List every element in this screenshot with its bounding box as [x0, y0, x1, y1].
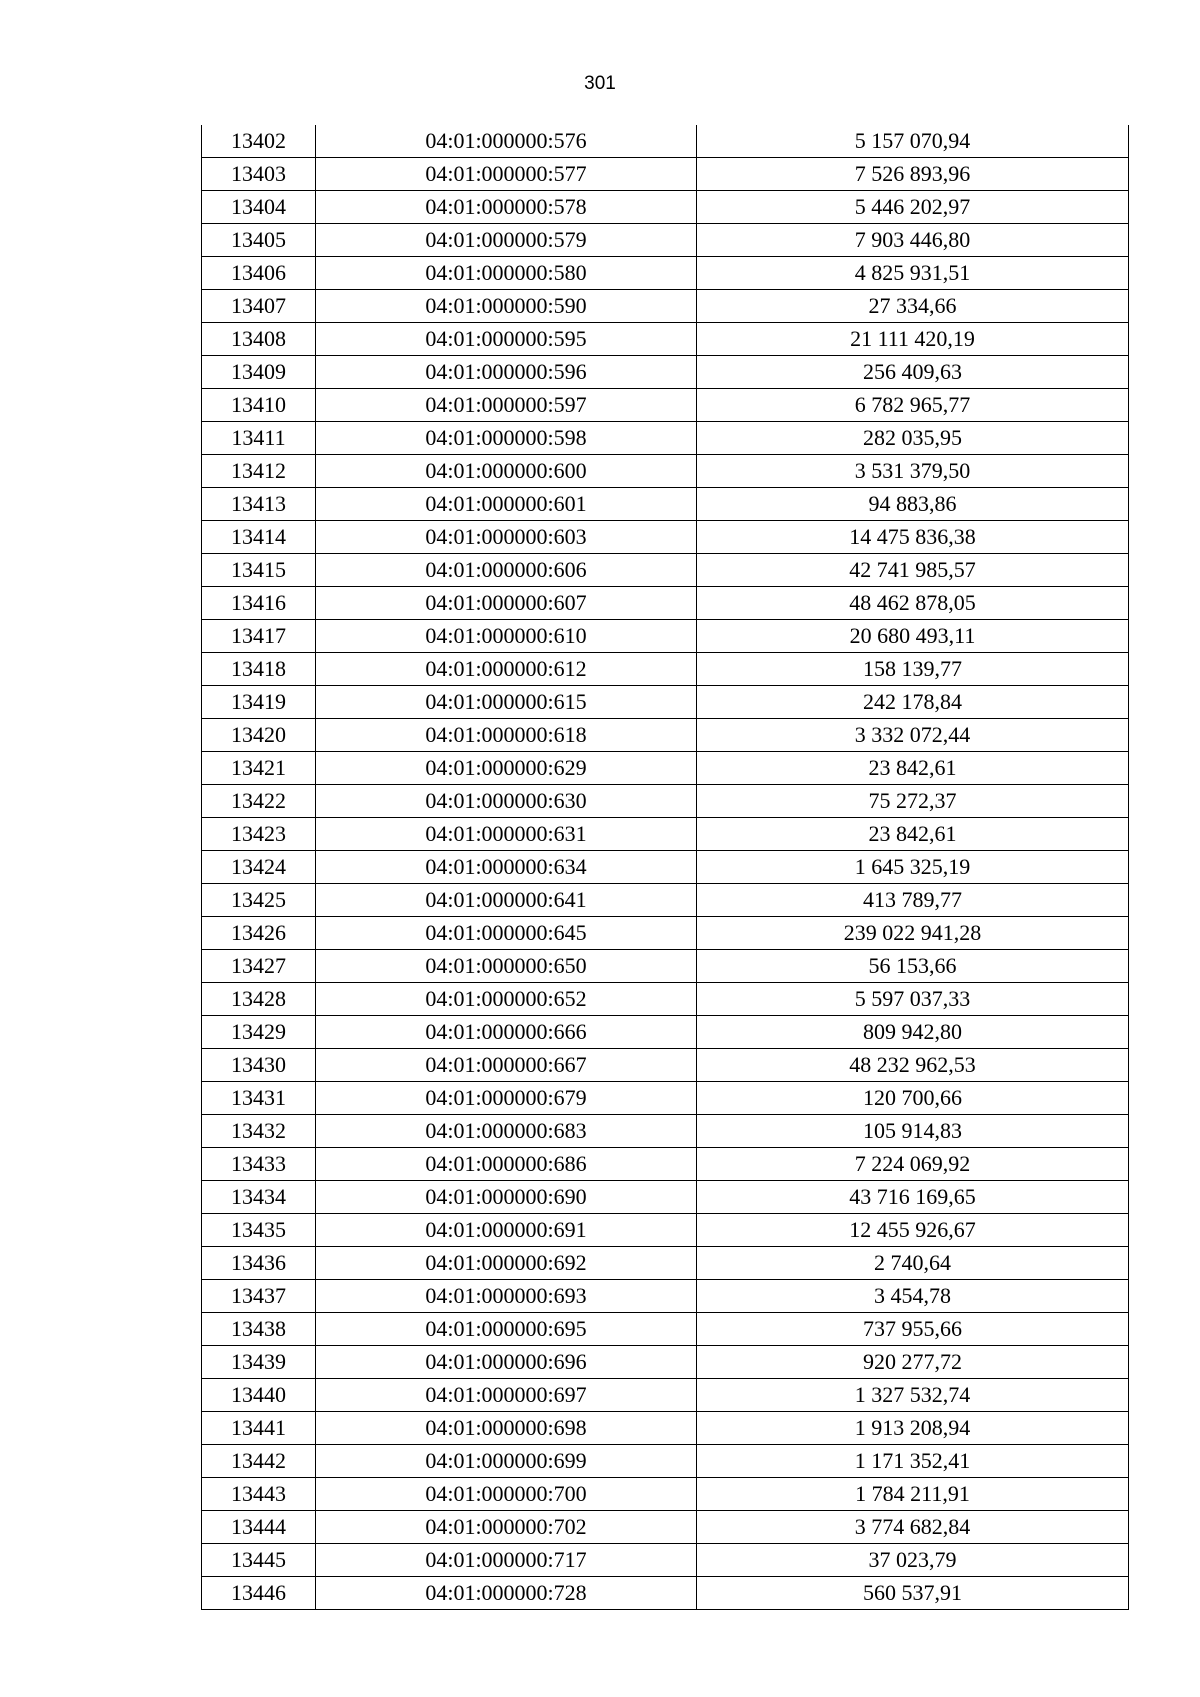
cadastral-number-cell: 04:01:000000:702 — [316, 1511, 697, 1544]
cadastral-value-cell: 48 232 962,53 — [697, 1049, 1129, 1082]
row-number-cell: 13435 — [202, 1214, 316, 1247]
cadastral-number-cell: 04:01:000000:690 — [316, 1181, 697, 1214]
page-number: 301 — [584, 73, 616, 94]
row-number-cell: 13438 — [202, 1313, 316, 1346]
table-row — [202, 290, 1129, 323]
cadastral-number-cell: 04:01:000000:579 — [316, 224, 697, 257]
cadastral-value-cell: 920 277,72 — [697, 1346, 1129, 1379]
row-number-cell: 13446 — [202, 1577, 316, 1610]
cadastral-number-cell: 04:01:000000:696 — [316, 1346, 697, 1379]
row-number-cell: 13431 — [202, 1082, 316, 1115]
cadastral-value-cell: 5 446 202,97 — [697, 191, 1129, 224]
row-number-cell: 13428 — [202, 983, 316, 1016]
cadastral-value-cell: 5 157 070,94 — [697, 125, 1129, 158]
cadastral-value-cell: 158 139,77 — [697, 653, 1129, 686]
cadastral-number-cell: 04:01:000000:590 — [316, 290, 697, 323]
cadastral-number-cell: 04:01:000000:618 — [316, 719, 697, 752]
table-row — [202, 1379, 1129, 1412]
table-row — [202, 1478, 1129, 1511]
table-row — [202, 1082, 1129, 1115]
cadastral-number-cell: 04:01:000000:610 — [316, 620, 697, 653]
table-row — [202, 191, 1129, 224]
table-body — [202, 125, 1129, 1610]
cadastral-value-cell: 7 903 446,80 — [697, 224, 1129, 257]
table-row — [202, 587, 1129, 620]
cadastral-value-cell: 3 774 682,84 — [697, 1511, 1129, 1544]
cadastral-value-cell: 7 224 069,92 — [697, 1148, 1129, 1181]
row-number-cell: 13402 — [202, 125, 316, 158]
cadastral-value-cell: 7 526 893,96 — [697, 158, 1129, 191]
row-number-cell: 13409 — [202, 356, 316, 389]
cadastral-number-cell: 04:01:000000:717 — [316, 1544, 697, 1577]
row-number-cell: 13425 — [202, 884, 316, 917]
cadastral-value-cell: 737 955,66 — [697, 1313, 1129, 1346]
cadastral-number-cell: 04:01:000000:700 — [316, 1478, 697, 1511]
table-row — [202, 158, 1129, 191]
cadastral-value-cell: 242 178,84 — [697, 686, 1129, 719]
table-row — [202, 1148, 1129, 1181]
table-row — [202, 1511, 1129, 1544]
row-number-cell: 13432 — [202, 1115, 316, 1148]
cadastral-number-cell: 04:01:000000:692 — [316, 1247, 697, 1280]
table-row — [202, 1313, 1129, 1346]
row-number-cell: 13436 — [202, 1247, 316, 1280]
table-row — [202, 950, 1129, 983]
cadastral-value-cell: 56 153,66 — [697, 950, 1129, 983]
cadastral-value-cell: 1 784 211,91 — [697, 1478, 1129, 1511]
row-number-cell: 13430 — [202, 1049, 316, 1082]
table-row — [202, 917, 1129, 950]
table-row — [202, 851, 1129, 884]
cadastral-number-cell: 04:01:000000:728 — [316, 1577, 697, 1610]
cadastral-value-cell: 20 680 493,11 — [697, 620, 1129, 653]
cadastral-value-cell: 3 531 379,50 — [697, 455, 1129, 488]
row-number-cell: 13422 — [202, 785, 316, 818]
cadastral-number-cell: 04:01:000000:695 — [316, 1313, 697, 1346]
row-number-cell: 13445 — [202, 1544, 316, 1577]
row-number-cell: 13419 — [202, 686, 316, 719]
cadastral-value-cell: 3 454,78 — [697, 1280, 1129, 1313]
cadastral-number-cell: 04:01:000000:666 — [316, 1016, 697, 1049]
cadastral-value-cell: 256 409,63 — [697, 356, 1129, 389]
cadastral-value-cell: 94 883,86 — [697, 488, 1129, 521]
cadastral-number-cell: 04:01:000000:603 — [316, 521, 697, 554]
row-number-cell: 13442 — [202, 1445, 316, 1478]
row-number-cell: 13413 — [202, 488, 316, 521]
cadastral-number-cell: 04:01:000000:652 — [316, 983, 697, 1016]
table-row — [202, 257, 1129, 290]
row-number-cell: 13441 — [202, 1412, 316, 1445]
row-number-cell: 13410 — [202, 389, 316, 422]
table-row — [202, 1115, 1129, 1148]
cadastral-number-cell: 04:01:000000:697 — [316, 1379, 697, 1412]
cadastral-number-cell: 04:01:000000:645 — [316, 917, 697, 950]
table-row — [202, 488, 1129, 521]
row-number-cell: 13404 — [202, 191, 316, 224]
cadastral-number-cell: 04:01:000000:699 — [316, 1445, 697, 1478]
cadastral-number-cell: 04:01:000000:596 — [316, 356, 697, 389]
cadastral-number-cell: 04:01:000000:634 — [316, 851, 697, 884]
row-number-cell: 13440 — [202, 1379, 316, 1412]
cadastral-value-cell: 27 334,66 — [697, 290, 1129, 323]
table-row — [202, 983, 1129, 1016]
row-number-cell: 13433 — [202, 1148, 316, 1181]
table-row — [202, 1214, 1129, 1247]
cadastral-number-cell: 04:01:000000:601 — [316, 488, 697, 521]
cadastral-number-cell: 04:01:000000:607 — [316, 587, 697, 620]
row-number-cell: 13414 — [202, 521, 316, 554]
table-row — [202, 1280, 1129, 1313]
row-number-cell: 13418 — [202, 653, 316, 686]
cadastral-value-cell: 12 455 926,67 — [697, 1214, 1129, 1247]
table-row — [202, 818, 1129, 851]
row-number-cell: 13417 — [202, 620, 316, 653]
cadastral-number-cell: 04:01:000000:630 — [316, 785, 697, 818]
table-row — [202, 125, 1129, 158]
cadastral-number-cell: 04:01:000000:600 — [316, 455, 697, 488]
row-number-cell: 13439 — [202, 1346, 316, 1379]
cadastral-value-cell: 105 914,83 — [697, 1115, 1129, 1148]
table-row — [202, 323, 1129, 356]
cadastral-number-cell: 04:01:000000:641 — [316, 884, 697, 917]
row-number-cell: 13403 — [202, 158, 316, 191]
table-row — [202, 521, 1129, 554]
cadastral-value-cell: 282 035,95 — [697, 422, 1129, 455]
table-row — [202, 1049, 1129, 1082]
cadastral-number-cell: 04:01:000000:577 — [316, 158, 697, 191]
cadastral-value-cell: 560 537,91 — [697, 1577, 1129, 1610]
table-row — [202, 455, 1129, 488]
cadastral-value-cell: 1 327 532,74 — [697, 1379, 1129, 1412]
row-number-cell: 13443 — [202, 1478, 316, 1511]
table-row — [202, 620, 1129, 653]
cadastral-number-cell: 04:01:000000:667 — [316, 1049, 697, 1082]
cadastral-value-cell: 1 913 208,94 — [697, 1412, 1129, 1445]
cadastral-number-cell: 04:01:000000:691 — [316, 1214, 697, 1247]
row-number-cell: 13421 — [202, 752, 316, 785]
table-row — [202, 719, 1129, 752]
table-row — [202, 686, 1129, 719]
table-row — [202, 752, 1129, 785]
cadastral-number-cell: 04:01:000000:679 — [316, 1082, 697, 1115]
row-number-cell: 13420 — [202, 719, 316, 752]
cadastral-value-cell: 2 740,64 — [697, 1247, 1129, 1280]
table-row — [202, 1577, 1129, 1610]
cadastral-value-cell: 14 475 836,38 — [697, 521, 1129, 554]
cadastral-value-cell: 239 022 941,28 — [697, 917, 1129, 950]
cadastral-number-cell: 04:01:000000:578 — [316, 191, 697, 224]
table-row — [202, 653, 1129, 686]
table-row — [202, 389, 1129, 422]
cadastral-value-cell: 21 111 420,19 — [697, 323, 1129, 356]
table-row — [202, 1412, 1129, 1445]
table-row — [202, 356, 1129, 389]
table-row — [202, 224, 1129, 257]
row-number-cell: 13412 — [202, 455, 316, 488]
cadastral-value-cell: 23 842,61 — [697, 752, 1129, 785]
cadastral-number-cell: 04:01:000000:693 — [316, 1280, 697, 1313]
row-number-cell: 13429 — [202, 1016, 316, 1049]
cadastral-value-cell: 42 741 985,57 — [697, 554, 1129, 587]
row-number-cell: 13444 — [202, 1511, 316, 1544]
cadastral-value-cell: 5 597 037,33 — [697, 983, 1129, 1016]
cadastral-value-cell: 4 825 931,51 — [697, 257, 1129, 290]
cadastral-number-cell: 04:01:000000:650 — [316, 950, 697, 983]
table-row — [202, 1445, 1129, 1478]
cadastral-number-cell: 04:01:000000:615 — [316, 686, 697, 719]
cadastral-value-cell: 23 842,61 — [697, 818, 1129, 851]
cadastral-value-cell: 6 782 965,77 — [697, 389, 1129, 422]
cadastral-number-cell: 04:01:000000:595 — [316, 323, 697, 356]
cadastral-value-cell: 1 645 325,19 — [697, 851, 1129, 884]
table-row — [202, 1016, 1129, 1049]
cadastral-number-cell: 04:01:000000:576 — [316, 125, 697, 158]
row-number-cell: 13405 — [202, 224, 316, 257]
cadastral-value-cell: 3 332 072,44 — [697, 719, 1129, 752]
row-number-cell: 13406 — [202, 257, 316, 290]
table-row — [202, 1247, 1129, 1280]
cadastral-value-cell: 413 789,77 — [697, 884, 1129, 917]
row-number-cell: 13437 — [202, 1280, 316, 1313]
cadastral-number-cell: 04:01:000000:606 — [316, 554, 697, 587]
row-number-cell: 13426 — [202, 917, 316, 950]
table-row — [202, 1181, 1129, 1214]
row-number-cell: 13411 — [202, 422, 316, 455]
cadastral-number-cell: 04:01:000000:631 — [316, 818, 697, 851]
cadastral-number-cell: 04:01:000000:686 — [316, 1148, 697, 1181]
row-number-cell: 13424 — [202, 851, 316, 884]
cadastral-number-cell: 04:01:000000:597 — [316, 389, 697, 422]
cadastral-value-cell: 75 272,37 — [697, 785, 1129, 818]
cadastral-value-cell: 43 716 169,65 — [697, 1181, 1129, 1214]
cadastral-value-cell: 809 942,80 — [697, 1016, 1129, 1049]
table-row — [202, 422, 1129, 455]
cadastral-number-cell: 04:01:000000:598 — [316, 422, 697, 455]
cadastral-value-cell: 1 171 352,41 — [697, 1445, 1129, 1478]
table-row — [202, 1544, 1129, 1577]
cadastral-number-cell: 04:01:000000:629 — [316, 752, 697, 785]
table-row — [202, 785, 1129, 818]
row-number-cell: 13415 — [202, 554, 316, 587]
cadastral-number-cell: 04:01:000000:683 — [316, 1115, 697, 1148]
table-row — [202, 1346, 1129, 1379]
cadastral-number-cell: 04:01:000000:612 — [316, 653, 697, 686]
cadastral-value-table — [201, 125, 1129, 1610]
row-number-cell: 13427 — [202, 950, 316, 983]
cadastral-number-cell: 04:01:000000:580 — [316, 257, 697, 290]
row-number-cell: 13423 — [202, 818, 316, 851]
cadastral-value-cell: 48 462 878,05 — [697, 587, 1129, 620]
row-number-cell: 13407 — [202, 290, 316, 323]
table-row — [202, 554, 1129, 587]
row-number-cell: 13408 — [202, 323, 316, 356]
row-number-cell: 13416 — [202, 587, 316, 620]
table-row — [202, 884, 1129, 917]
cadastral-number-cell: 04:01:000000:698 — [316, 1412, 697, 1445]
cadastral-value-cell: 37 023,79 — [697, 1544, 1129, 1577]
row-number-cell: 13434 — [202, 1181, 316, 1214]
cadastral-value-cell: 120 700,66 — [697, 1082, 1129, 1115]
